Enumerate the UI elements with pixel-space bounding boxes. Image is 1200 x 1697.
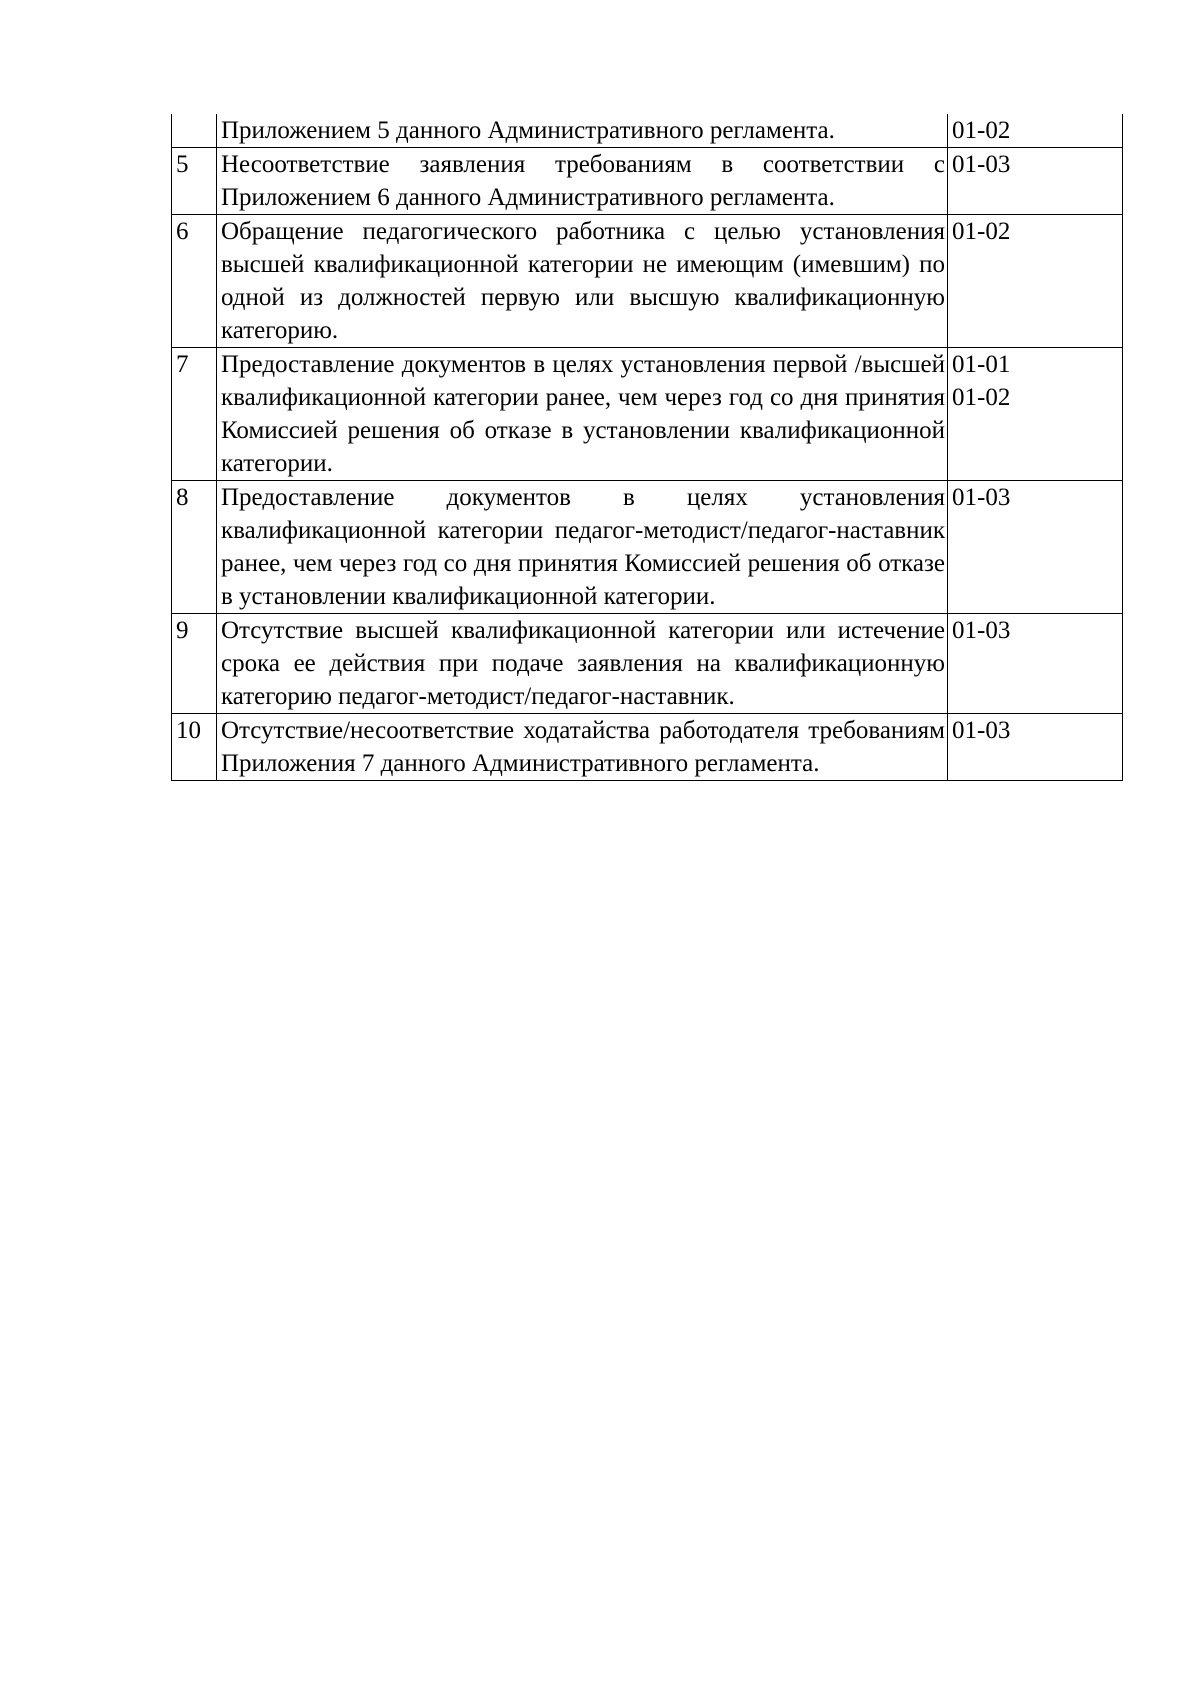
table-row	[172, 714, 1123, 781]
row-codes	[948, 215, 1123, 348]
row-number: 5	[172, 148, 217, 215]
table-row	[172, 114, 1123, 148]
row-number: 10	[172, 714, 217, 781]
code: 01-03	[952, 617, 1011, 644]
code: 01-03	[952, 717, 1011, 744]
table-row	[172, 348, 1123, 481]
code: 01-01	[952, 351, 1011, 378]
row-number	[172, 114, 217, 148]
row-codes	[948, 481, 1123, 614]
row-text: Отсутствие/несоответствие ходатайства работодателя требованиям Приложения 7 данного Административного регламента.	[217, 714, 948, 781]
table-row	[172, 614, 1123, 714]
code: 01-02	[952, 218, 1011, 245]
row-text: Отсутствие высшей квалификационной категории или истечение срока ее действия при подаче заявления на квалификационную категорию педагог-методист/педагог-наставник.	[217, 614, 948, 714]
code: 01-03	[952, 151, 1011, 178]
refusal-grounds-table	[171, 114, 1123, 781]
row-text: Несоответствие заявления требованиям в соответствии с Приложением 6 данного Административного регламента.	[217, 148, 948, 215]
row-number: 8	[172, 481, 217, 614]
row-codes	[948, 614, 1123, 714]
code: 01-02	[952, 384, 1011, 411]
row-number: 7	[172, 348, 217, 481]
code: 01-03	[952, 484, 1011, 511]
table-row	[172, 481, 1123, 614]
row-codes	[948, 148, 1123, 215]
table-row	[172, 215, 1123, 348]
row-codes	[948, 348, 1123, 481]
row-codes	[948, 714, 1123, 781]
row-text: Предоставление документов в целях установления первой /высшей квалификационной категории ранее, чем через год со дня принятия Комиссией решения об отказе в установлении квалификационной категории.	[217, 348, 948, 481]
code: 01-02	[952, 117, 1011, 144]
row-number: 6	[172, 215, 217, 348]
table-row	[172, 148, 1123, 215]
row-text: Предоставление документов в целях установления квалификационной категории педагог-методист/педагог-наставник ранее, чем через год со дня принятия Комиссией решения об отказе в установлении квалификационной категории.	[217, 481, 948, 614]
row-codes	[948, 114, 1123, 148]
row-text: Обращение педагогического работника с целью установления высшей квалификационной категории не имеющим (имевшим) по одной из должностей первую или высшую квалификационную категорию.	[217, 215, 948, 348]
row-number: 9	[172, 614, 217, 714]
row-text: Приложением 5 данного Административного регламента.	[217, 114, 948, 148]
